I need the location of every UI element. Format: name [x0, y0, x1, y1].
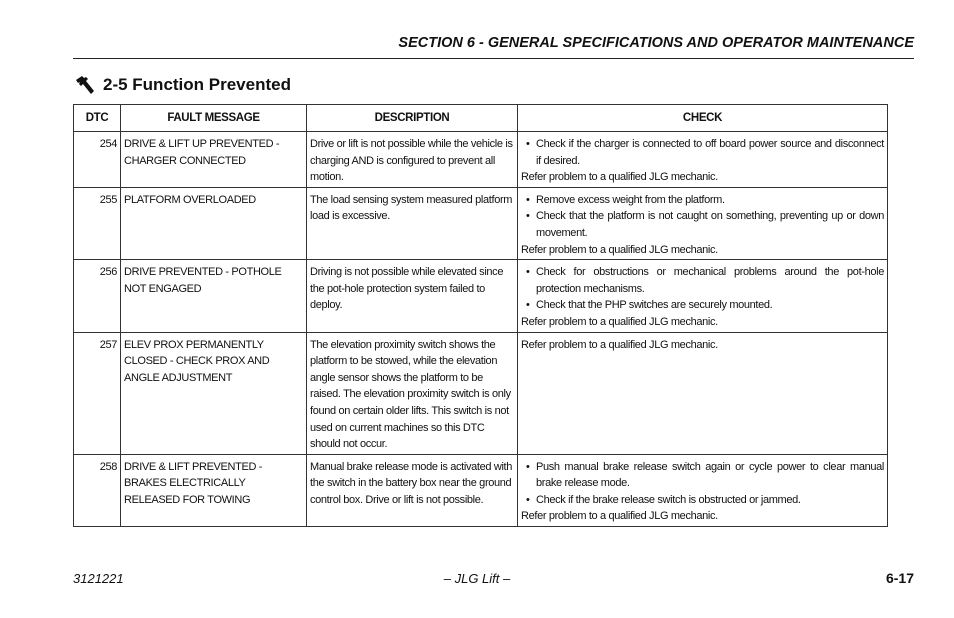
check-cell — [518, 132, 888, 188]
table-row — [74, 332, 888, 454]
check-note: Refer problem to a qualified JLG mechanic. — [521, 510, 718, 523]
check-item: • Check if the brake release switch is obstructed or jammed. — [536, 492, 884, 509]
check-item: • Check that the platform is not caught on something, preventing up or down movement. — [536, 208, 884, 241]
column-header-dtc: DTC — [74, 105, 121, 132]
footer-brand: – JLG Lift – — [443, 571, 511, 586]
header-rule — [73, 58, 914, 59]
check-note: Refer problem to a qualified JLG mechanic. — [521, 243, 718, 256]
document-number: 3121221 — [73, 571, 124, 586]
check-item: • Check if the charger is connected to off board power source and disconnect if desired. — [536, 136, 884, 169]
hammer-icon — [73, 74, 97, 96]
dtc-code: 257 — [74, 332, 121, 454]
topic-title: 2-5 Function Prevented — [103, 75, 291, 94]
check-cell — [518, 454, 888, 526]
description: Driving is not possible while elevated since the pot-hole protection system failed to deploy. — [307, 260, 518, 332]
fault-message: DRIVE PREVENTED - POTHOLE NOT ENGAGED — [121, 260, 307, 332]
check-item: • Push manual brake release switch again or cycle power to clear manual brake release mode. — [536, 459, 884, 492]
check-note: Refer problem to a qualified JLG mechanic. — [521, 171, 718, 184]
section-title: SECTION 6 - GENERAL SPECIFICATIONS AND OPERATOR MAINTENANCE — [398, 35, 914, 51]
dtc-code: 254 — [74, 132, 121, 188]
column-header-fault-message: FAULT MESSAGE — [121, 105, 307, 132]
dtc-code: 255 — [74, 187, 121, 259]
check-note: Refer problem to a qualified JLG mechanic. — [521, 338, 718, 351]
check-cell — [518, 332, 888, 454]
fault-message: DRIVE & LIFT PREVENTED - BRAKES ELECTRICALLY RELEASED FOR TOWING — [121, 454, 307, 526]
table-row — [74, 454, 888, 526]
check-cell — [518, 260, 888, 332]
description: Drive or lift is not possible while the vehicle is charging AND is configured to prevent all motion. — [307, 132, 518, 188]
description: The load sensing system measured platform load is excessive. — [307, 187, 518, 259]
fault-message: DRIVE & LIFT UP PREVENTED - CHARGER CONNECTED — [121, 132, 307, 188]
check-item: • Remove excess weight from the platform. — [536, 192, 884, 209]
description: Manual brake release mode is activated with the switch in the battery box near the ground control box. Drive or lift is not possible. — [307, 454, 518, 526]
table-row — [74, 260, 888, 332]
check-cell — [518, 187, 888, 259]
dtc-code: 258 — [74, 454, 121, 526]
check-item: • Check for obstructions or mechanical problems around the pot-hole protection mechanisms. — [536, 264, 884, 297]
table-row — [74, 187, 888, 259]
check-note: Refer problem to a qualified JLG mechanic. — [521, 315, 718, 328]
fault-message: ELEV PROX PERMANENTLY CLOSED - CHECK PROX AND ANGLE ADJUSTMENT — [121, 332, 307, 454]
description: The elevation proximity switch shows the platform to be stowed, while the elevation angle sensor shows the platform to be raised. The elevation proximity switch is only found on certain older lifts. This switch is not used on current machines so this DTC should not occur. — [307, 332, 518, 454]
dtc-table — [73, 104, 888, 527]
check-item: • Check that the PHP switches are securely mounted. — [536, 297, 884, 314]
topic-heading — [73, 74, 291, 96]
page-number: 6-17 — [885, 570, 914, 586]
table-row — [74, 132, 888, 188]
column-header-check: CHECK — [518, 105, 888, 132]
fault-message: PLATFORM OVERLOADED — [121, 187, 307, 259]
column-header-description: DESCRIPTION — [307, 105, 518, 132]
table-header-row — [74, 105, 888, 132]
dtc-code: 256 — [74, 260, 121, 332]
